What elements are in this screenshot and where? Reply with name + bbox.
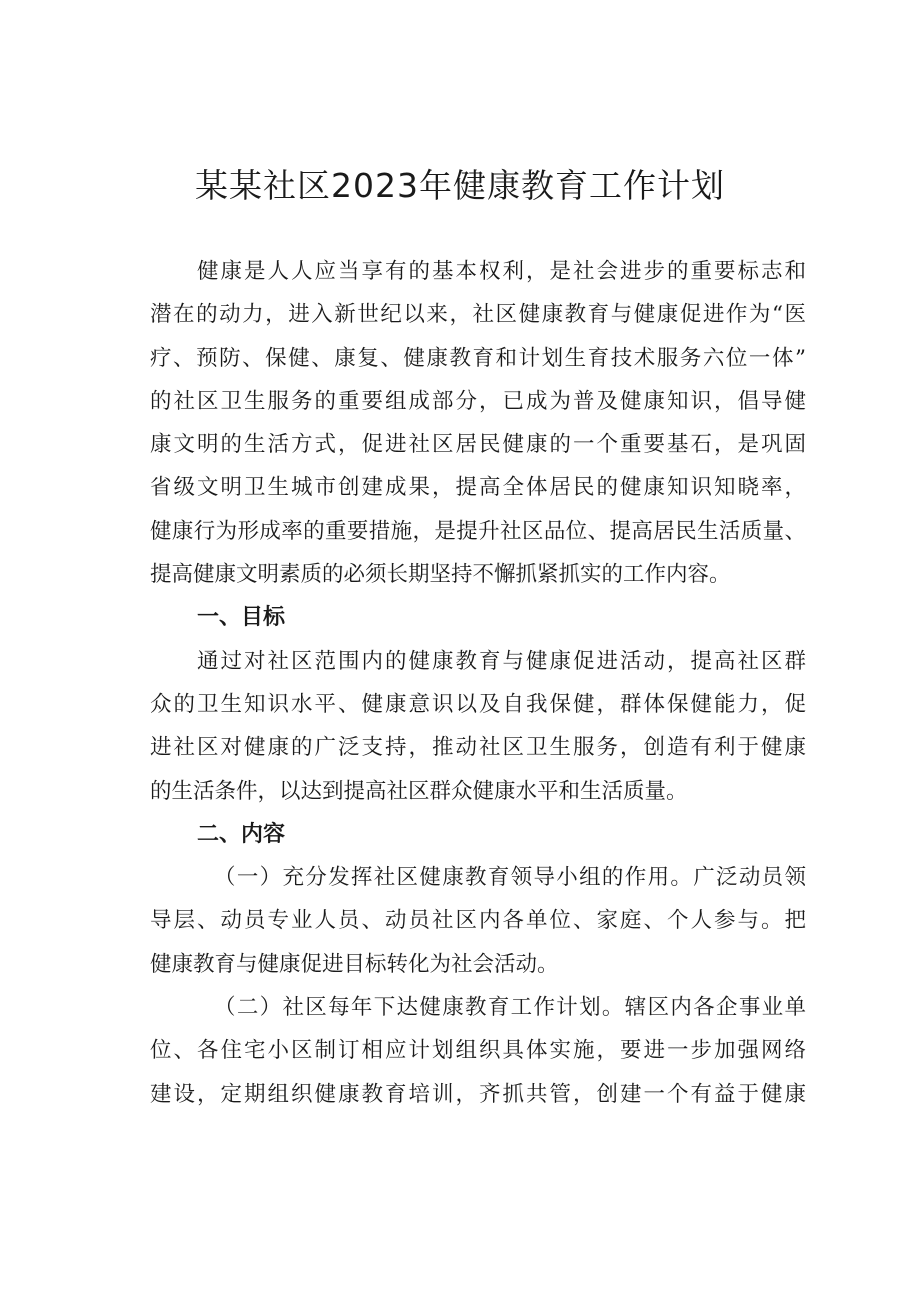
paragraph-line: 潜在的动力，进入新世纪以来，社区健康教育与健康促进作为“医 (150, 302, 806, 328)
paragraph-line: 健康教育与健康促进目标转化为社会活动。 (150, 951, 559, 977)
section-heading-goal: 一、目标 (197, 605, 286, 631)
paragraph-line: 健康行为形成率的重要措施，是提升社区品位、提高居民生活质量、 (150, 518, 806, 544)
paragraph-line: 疗、预防、保健、康复、健康教育和计划生育技术服务六位一体” (150, 345, 806, 371)
paragraph-line: 提高健康文明素质的必须长期坚持不懈抓紧抓实的工作内容。 (150, 562, 731, 588)
section-heading-content: 二、内容 (197, 821, 286, 847)
paragraph-line: 健康是人人应当享有的基本权利，是社会进步的重要标志和 (197, 259, 806, 284)
paragraph-line: （一）充分发挥社区健康教育领导小组的作用。广泛动员领 (214, 865, 806, 891)
paragraph-line: 的生活条件，以达到提高社区群众健康水平和生活质量。 (150, 778, 688, 804)
paragraph-line: 的社区卫生服务的重要组成部分，已成为普及健康知识，倡导健 (150, 388, 806, 414)
paragraph-line: 康文明的生活方式，促进社区居民健康的一个重要基石，是巩固 (150, 432, 806, 458)
paragraph-line: 省级文明卫生城市创建成果，提高全体居民的健康知识知晓率， (150, 475, 806, 501)
document-body (150, 250, 806, 1116)
paragraph-line: 建设，定期组织健康教育培训，齐抓共管，创建一个有益于健康 (150, 1081, 806, 1107)
paragraph-line: 通过对社区范围内的健康教育与健康促进活动，提高社区群 (197, 648, 806, 674)
paragraph-line: 进社区对健康的广泛支持，推动社区卫生服务，创造有利于健康 (150, 735, 806, 761)
paragraph-line: 众的卫生知识水平、健康意识以及自我保健，群体保健能力，促 (150, 691, 806, 717)
paragraph-line: （二）社区每年下达健康教育工作计划。辖区内各企事业单 (214, 995, 806, 1021)
paragraph-line: 导层、动员专业人员、动员社区内各单位、家庭、个人参与。把 (150, 908, 806, 934)
paragraph-line: 位、各住宅小区制订相应计划组织具体实施，要进一步加强网络 (150, 1038, 806, 1064)
document-title: 某某社区2023年健康教育工作计划 (195, 166, 725, 205)
